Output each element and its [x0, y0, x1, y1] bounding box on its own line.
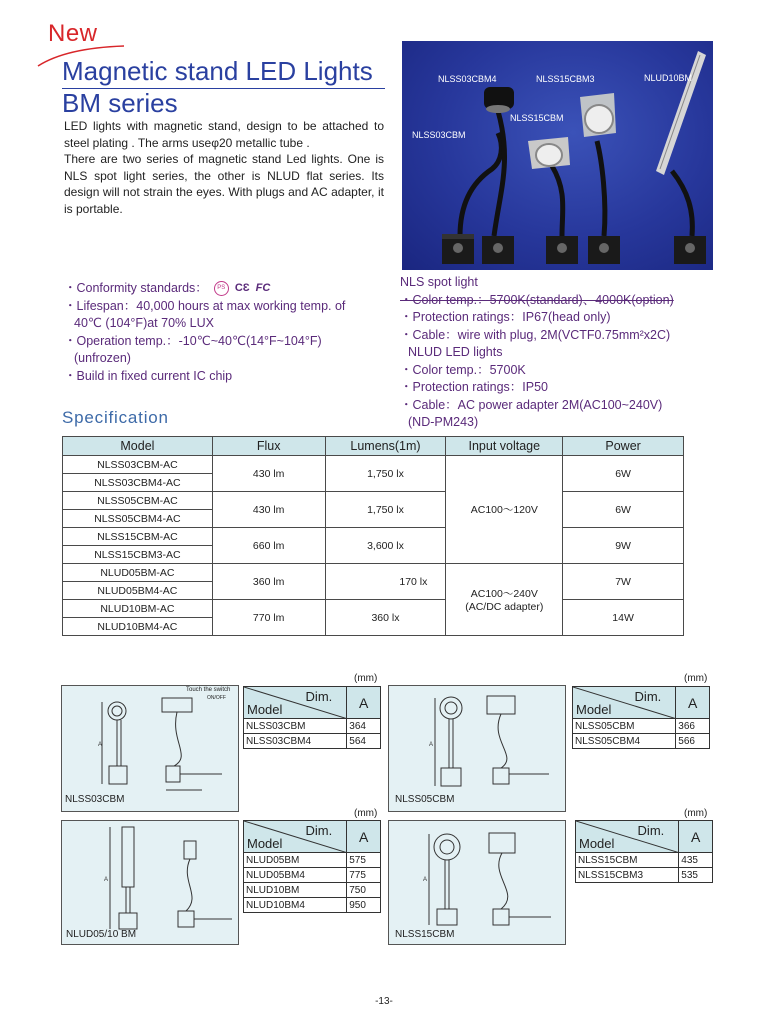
spec-power-cell: 7W: [563, 564, 684, 600]
spec-model-cell: NLSS03CBM4-AC: [63, 474, 213, 492]
model-header-label: Model: [579, 836, 615, 851]
series-specs-list: [400, 274, 730, 432]
dim-table-header: [244, 821, 347, 853]
table-row: [63, 564, 684, 582]
model-header-label: Model: [247, 702, 283, 717]
unit-label: (mm): [684, 808, 708, 819]
spec-voltage-adapter-line1: AC100～240V: [470, 588, 538, 600]
dim-model-cell: NLSS03CBM4: [244, 734, 347, 749]
table-row: [573, 719, 710, 734]
nls-series-heading: NLS spot light: [400, 275, 478, 289]
dim-model-cell: NLSS05CBM: [573, 719, 676, 734]
dim-a-cell: 566: [676, 734, 710, 749]
spec-power-cell: 6W: [563, 456, 684, 492]
spec-voltage-cell: AC100～120V: [446, 456, 563, 564]
spec-power-cell: 6W: [563, 492, 684, 528]
conformity-label: ・Conformity standards：: [64, 281, 208, 295]
spec-flux-cell: 360 lm: [212, 564, 325, 600]
unit-label: (mm): [354, 808, 378, 819]
dim-model-cell: NLSS03CBM: [244, 719, 347, 734]
dim-model-cell: NLSS15CBM: [576, 853, 679, 868]
nlud-cable: ・Cable：AC power adapter 2M(AC100~240V): [400, 397, 663, 412]
a-header-label: A: [347, 687, 381, 719]
certification-marks: [214, 280, 271, 298]
dim-a-cell: 366: [676, 719, 710, 734]
spec-model-cell: NLUD05BM4-AC: [63, 582, 213, 600]
model-header-label: Model: [576, 702, 612, 717]
dim-header-label: Dim.: [305, 689, 333, 704]
drawing-nlss05cbm: [388, 685, 566, 812]
drawing-nlss15cbm: [388, 820, 566, 945]
drawing-nlud05-10bm: [61, 820, 239, 945]
spec-flux-cell: 430 lm: [212, 456, 325, 492]
dim-table-header: [576, 821, 679, 853]
page-subtitle: BM series: [62, 88, 178, 118]
dim-table-4: [575, 820, 713, 883]
model-header-label: Model: [247, 836, 283, 851]
a-header-label: A: [347, 821, 381, 853]
spec-power-cell: 14W: [563, 600, 684, 636]
dim-model-cell: NLUD10BM: [244, 883, 347, 898]
dim-table-header: [244, 687, 347, 719]
spec-flux-cell: 770 lm: [212, 600, 325, 636]
new-tag: New: [48, 20, 98, 47]
spec-voltage-adapter-line2: (AC/DC adapter): [465, 601, 544, 613]
spec-header-model: Model: [63, 437, 213, 456]
pse-mark-icon: PS: [214, 281, 229, 296]
lifespan-row: ・Lifespan：40,000 hours at max working temp. of: [64, 298, 346, 313]
specification-table: [62, 436, 684, 636]
spec-header-row: [63, 437, 684, 456]
drawing-nlud-lines: [62, 821, 239, 945]
table-row: [244, 883, 381, 898]
spec-header-power: Power: [563, 437, 684, 456]
spec-lumens-cell: 360 lx: [325, 600, 446, 636]
spec-model-cell: NLUD10BM-AC: [63, 600, 213, 618]
spec-model-cell: NLSS05CBM4-AC: [63, 510, 213, 528]
svg-text:A: A: [429, 742, 434, 748]
spec-header-lumens: Lumens(1m): [325, 437, 446, 456]
intro-paragraph-2: There are two series of magnetic stand Led lights. One is NLS spot light series, the other is NLUD flat series. Its design will not strain the eyes. With plugs and AC adapter, it is portable.: [64, 152, 384, 216]
dim-a-cell: 575: [347, 853, 381, 868]
drawing-caption: NLSS15CBM: [395, 929, 455, 940]
drawing-nlss15cbm-lines: [389, 821, 566, 945]
dim-table-1: [243, 686, 381, 749]
dim-a-cell: 775: [347, 868, 381, 883]
dim-header-label: Dim.: [637, 823, 665, 838]
dim-model-cell: NLUD10BM4: [244, 898, 347, 913]
dim-model-cell: NLUD05BM4: [244, 868, 347, 883]
table-row: [573, 734, 710, 749]
table-row: [576, 868, 713, 883]
ic-chip-row: ・Build in fixed current IC chip: [64, 368, 233, 383]
drawing-caption: NLSS05CBM: [395, 794, 455, 805]
table-row: [244, 898, 381, 913]
dim-a-cell: 750: [347, 883, 381, 898]
spec-model-cell: NLSS15CBM3-AC: [63, 546, 213, 564]
dim-model-cell: NLUD05BM: [244, 853, 347, 868]
spec-voltage-cell-adapter: [446, 564, 563, 636]
table-row: [244, 868, 381, 883]
touch-switch-label: Touch the switch: [186, 687, 231, 693]
table-row: [244, 734, 381, 749]
intro-paragraph-1: LED lights with magnetic stand, design to be attached to steel plating . The arms useφ20 metallic tube .: [64, 119, 384, 150]
spec-model-cell: NLSS15CBM-AC: [63, 528, 213, 546]
drawing-caption: NLSS03CBM: [65, 794, 125, 805]
operation-temp-row: ・Operation temp.：-10℃~40℃(14°F~104°F): [64, 333, 322, 348]
photo-label-nlss03cbm4: NLSS03CBM4: [438, 74, 497, 84]
spec-lumens-cell: 3,600 lx: [325, 528, 446, 564]
svg-text:A: A: [98, 742, 103, 748]
spec-flux-cell: 430 lm: [212, 492, 325, 528]
photo-label-nlss15cbm3: NLSS15CBM3: [536, 74, 595, 84]
spec-lumens-cell: 170 lx: [325, 564, 446, 600]
table-row: [576, 853, 713, 868]
ce-mark-icon: CƐ: [234, 282, 250, 294]
unit-label: (mm): [684, 673, 708, 684]
svg-text:A: A: [104, 877, 109, 883]
nls-color-temp: ・Color temp.：5700K(standard)、4000K(option): [400, 292, 674, 307]
product-photo: [402, 41, 713, 270]
a-header-label: A: [679, 821, 713, 853]
table-row: [63, 456, 684, 474]
nlud-series-heading: NLUD LED lights: [408, 345, 503, 359]
table-row: [244, 853, 381, 868]
dim-header-label: Dim.: [634, 689, 662, 704]
dim-table-2: [572, 686, 710, 749]
fcc-mark-icon: FC: [255, 282, 271, 294]
nls-protection: ・Protection ratings：IP67(head only): [400, 310, 611, 324]
photo-label-nlss15cbm: NLSS15CBM: [510, 113, 564, 123]
a-header-label: A: [676, 687, 710, 719]
drawing-nlss03cbm: [61, 685, 239, 812]
dim-table-header: [573, 687, 676, 719]
dim-a-cell: 564: [347, 734, 381, 749]
dim-model-cell: NLSS15CBM3: [576, 868, 679, 883]
table-row: [63, 600, 684, 618]
unit-label: (mm): [354, 673, 378, 684]
spec-header-voltage: Input voltage: [446, 437, 563, 456]
spec-model-cell: NLUD10BM4-AC: [63, 618, 213, 636]
nls-cable: ・Cable：wire with plug, 2M(VCTF0.75mm²x2C): [400, 327, 671, 342]
conformity-row: [64, 280, 394, 298]
table-row: [244, 719, 381, 734]
spec-flux-cell: 660 lm: [212, 528, 325, 564]
on-off-label: ON/OFF: [207, 695, 226, 701]
photo-label-nlud10bm: NLUD10BM: [644, 73, 693, 83]
specification-heading: Specification: [62, 408, 169, 427]
spec-model-cell: NLSS05CBM-AC: [63, 492, 213, 510]
spec-lumens-cell: 1,750 lx: [325, 456, 446, 492]
page-number: -13-: [375, 996, 393, 1007]
spec-lumens-cell: 1,750 lx: [325, 492, 446, 528]
dim-model-cell: NLSS05CBM4: [573, 734, 676, 749]
page-title: Magnetic stand LED Lights: [62, 56, 373, 86]
dim-a-cell: 535: [679, 868, 713, 883]
drawing-caption: NLUD05/10 BM: [66, 929, 137, 940]
spec-model-cell: NLSS03CBM-AC: [63, 456, 213, 474]
spec-power-cell: 9W: [563, 528, 684, 564]
nlud-protection: ・Protection ratings：IP50: [400, 380, 548, 394]
nlud-color-temp: ・Color temp.：5700K: [400, 362, 526, 377]
general-features-list: [64, 280, 394, 385]
intro-text: [64, 118, 384, 217]
operation-temp-row-continued: (unfrozen): [74, 351, 131, 365]
dim-table-3: [243, 820, 381, 913]
nlud-cable-continued: (ND-PM243): [408, 415, 479, 429]
dim-a-cell: 435: [679, 853, 713, 868]
spec-header-flux: Flux: [212, 437, 325, 456]
lifespan-row-continued: 40℃ (104°F)at 70% LUX: [74, 316, 214, 330]
table-row: [63, 528, 684, 546]
svg-text:A: A: [423, 877, 428, 883]
photo-label-nlss03cbm: NLSS03CBM: [412, 130, 466, 140]
dim-a-cell: 364: [347, 719, 381, 734]
dim-a-cell: 950: [347, 898, 381, 913]
dim-header-label: Dim.: [305, 823, 333, 838]
spec-model-cell: NLUD05BM-AC: [63, 564, 213, 582]
table-row: [63, 492, 684, 510]
